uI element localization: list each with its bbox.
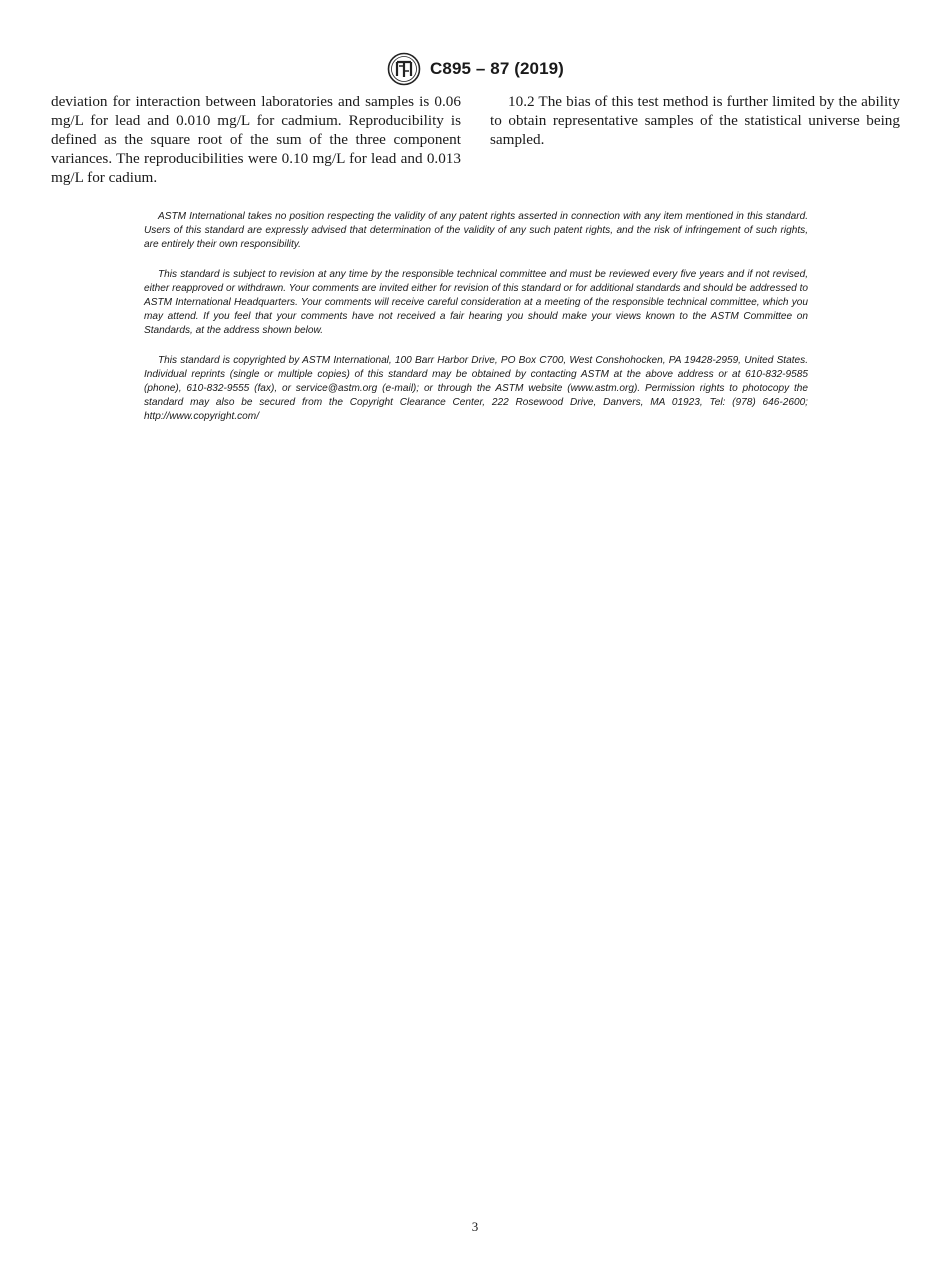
copyright-notice: This standard is copyrighted by ASTM International, 100 Barr Harbor Drive, PO Box C700, West Conshohocken, PA 19428-2959, United States. Individual reprints (single or multiple copies) of this standard may be obtained by contacting ASTM at the above address or at 610-832-9585 (phone), 610-832-9555 (fax), or service@astm.org (e-mail); or through the ASTM website (www.astm.org). Permission rights to photocopy the standard may also be secured from the Copyright Clearance Center, 222 Rosewood Drive, Danvers, MA 01923, Tel: (978) 646-2600; http://www.copyright.com/ [144, 355, 808, 422]
patent-notice: ASTM International takes no position respecting the validity of any patent rights asserted in connection with any item mentioned in this standard. Users of this standard are expressly advised that determination of the validity of any such patent rights, and the risk of infringement of such rights, are entirely their own responsibility. [144, 211, 808, 250]
page-number: 3 [471, 1219, 479, 1234]
revision-notice: This standard is subject to revision at any time by the responsible technical committee and must be reviewed every five years and if not revised, either reapproved or withdrawn. Your comments are invited either for revision of this standard or for additional standards and should be addressed to ASTM International Headquarters. Your comments will receive careful consideration at a meeting of the responsible technical committee, which you may attend. If you feel that your comments have not received a fair hearing you should make your views known to the ASTM Committee on Standards, at the address shown below. [144, 269, 808, 336]
left-column [51, 92, 461, 187]
astm-logo-icon [386, 52, 422, 86]
bias-paragraph: 10.2 The bias of this test method is further limited by the ability to obtain representative samples of the statistical universe being sampled. [490, 93, 900, 148]
precision-paragraph: deviation for interaction between laboratories and samples is 0.06 mg/L for lead and 0.010 mg/L for cadmium. Reproducibility is defined as the square root of the sum of the three component variances. The reproducibilities were 0.10 mg/L for lead and 0.013 mg/L for cadium. [51, 93, 461, 186]
right-column [490, 92, 900, 149]
page-header [0, 52, 950, 86]
legal-notices [144, 210, 808, 440]
standard-designation: C895 – 87 (2019) [430, 59, 564, 78]
